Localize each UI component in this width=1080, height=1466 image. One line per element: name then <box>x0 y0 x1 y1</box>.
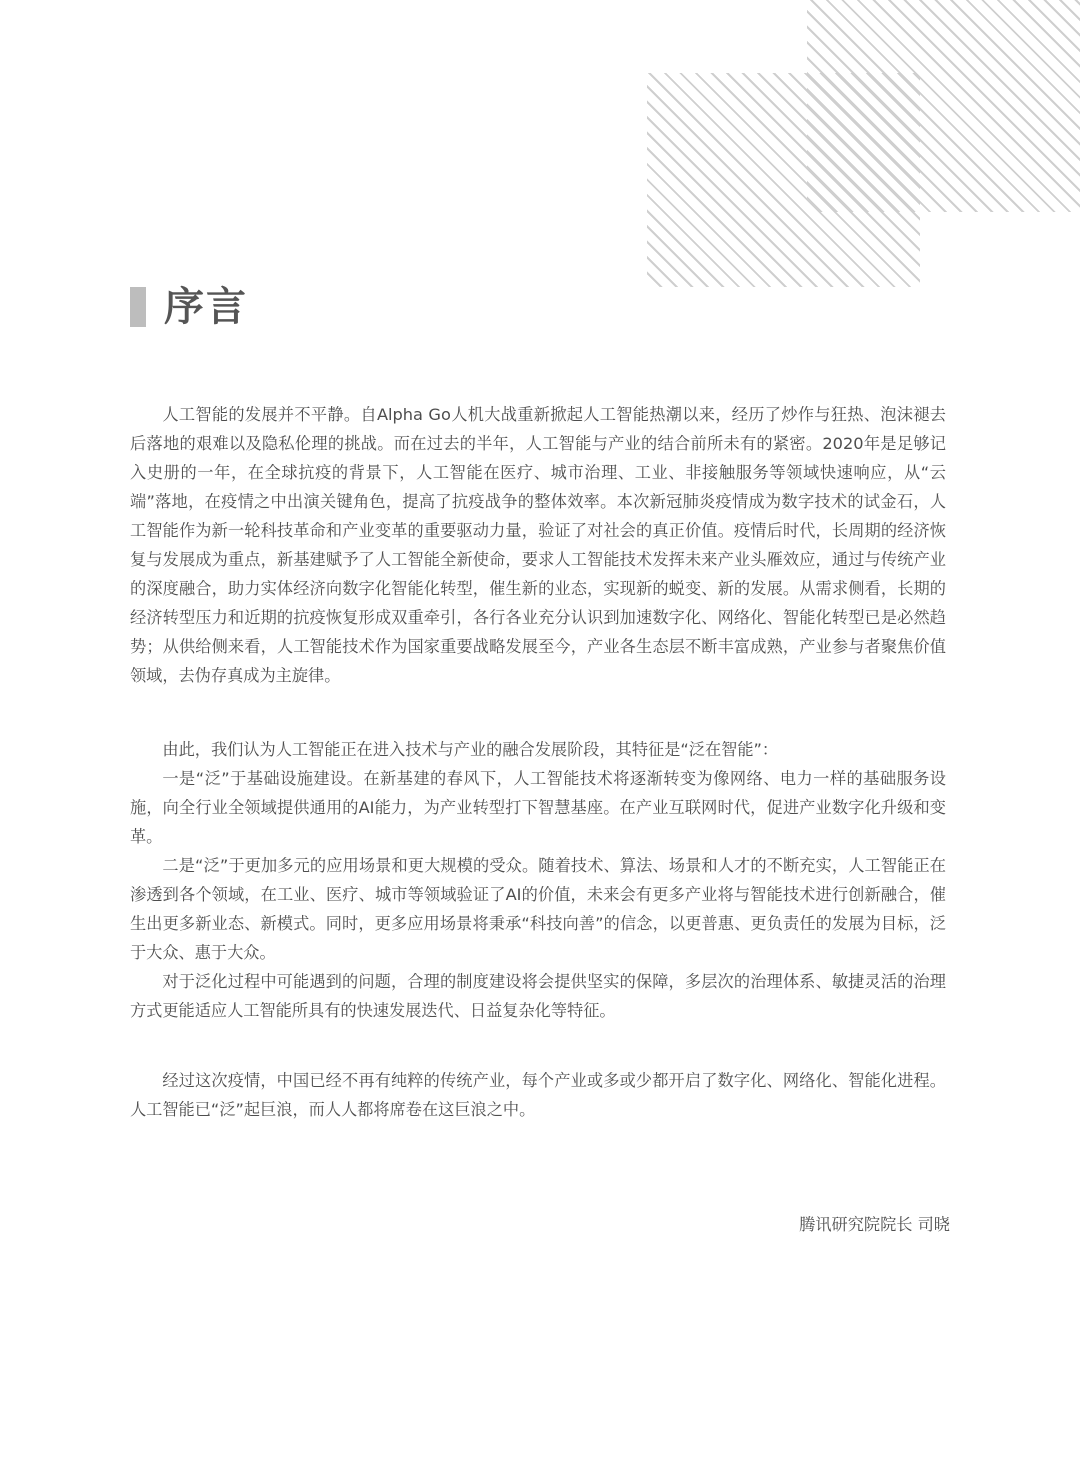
section-3 <box>130 1066 946 1124</box>
page-title-block <box>130 285 248 329</box>
paragraph: 一是“泛”于基础设施建设。在新基建的春风下，人工智能技术将逐渐转变为像网络、电力一样的基础服务设施，向全行业全领域提供通用的AI能力，为产业转型打下智慧基座。在产业互联网时代，促进产业数字化升级和变革。 <box>130 769 946 846</box>
paragraph: 人工智能的发展并不平静。自Alpha Go人机大战重新掀起人工智能热潮以来，经历了炒作与狂热、泡沫褪去后落地的艰难以及隐私伦理的挑战。而在过去的半年，人工智能与产业的结合前所未有的紧密。2020年是足够记入史册的一年，在全球抗疫的背景下，人工智能在医疗、城市治理、工业、非接触服务等领域快速响应，从“云端”落地，在疫情之中出演关键角色，提高了抗疫战争的整体效率。本次新冠肺炎疫情成为数字技术的试金石，人工智能作为新一轮科技革命和产业变革的重要驱动力量，验证了对社会的真正价值。疫情后时代，长周期的经济恢复与发展成为重点，新基建赋予了人工智能全新使命，要求人工智能技术发挥未来产业头雁效应，通过与传统产业的深度融合，助力实体经济向数字化智能化转型，催生新的业态，实现新的蜕变、新的发展。从需求侧看，长期的经济转型压力和近期的抗疫恢复形成双重牵引，各行各业充分认识到加速数字化、网络化、智能化转型已是必然趋势；从供给侧来看，人工智能技术作为国家重要战略发展至今，产业各生态层不断丰富成熟，产业参与者聚焦价值领域，去伪存真成为主旋律。 <box>130 405 946 685</box>
section-1 <box>130 400 946 690</box>
title-accent-bar <box>130 287 146 327</box>
author-signature: 腾讯研究院院长 司晓 <box>799 1215 950 1234</box>
decorative-hatch-pattern-lower-left <box>647 73 920 287</box>
section-2 <box>130 735 946 1025</box>
page-title: 序言 <box>164 284 248 330</box>
paragraph: 二是“泛”于更加多元的应用场景和更大规模的受众。随着技术、算法、场景和人才的不断充实，人工智能正在渗透到各个领域，在工业、医疗、城市等领域验证了AI的价值，未来会有更多产业将与智能技术进行创新融合，催生出更多新业态、新模式。同时，更多应用场景将秉承“科技向善”的信念，以更普惠、更负责任的发展为目标，泛于大众、惠于大众。 <box>130 856 946 962</box>
paragraph: 由此，我们认为人工智能正在进入技术与产业的融合发展阶段，其特征是“泛在智能”： <box>162 740 779 759</box>
paragraph: 对于泛化过程中可能遇到的问题，合理的制度建设将会提供坚实的保障，多层次的治理体系、敏捷灵活的治理方式更能适应人工智能所具有的快速发展迭代、日益复杂化等特征。 <box>130 972 946 1020</box>
paragraph: 经过这次疫情，中国已经不再有纯粹的传统产业，每个产业或多或少都开启了数字化、网络化、智能化进程。人工智能已“泛”起巨浪，而人人都将席卷在这巨浪之中。 <box>130 1071 946 1119</box>
